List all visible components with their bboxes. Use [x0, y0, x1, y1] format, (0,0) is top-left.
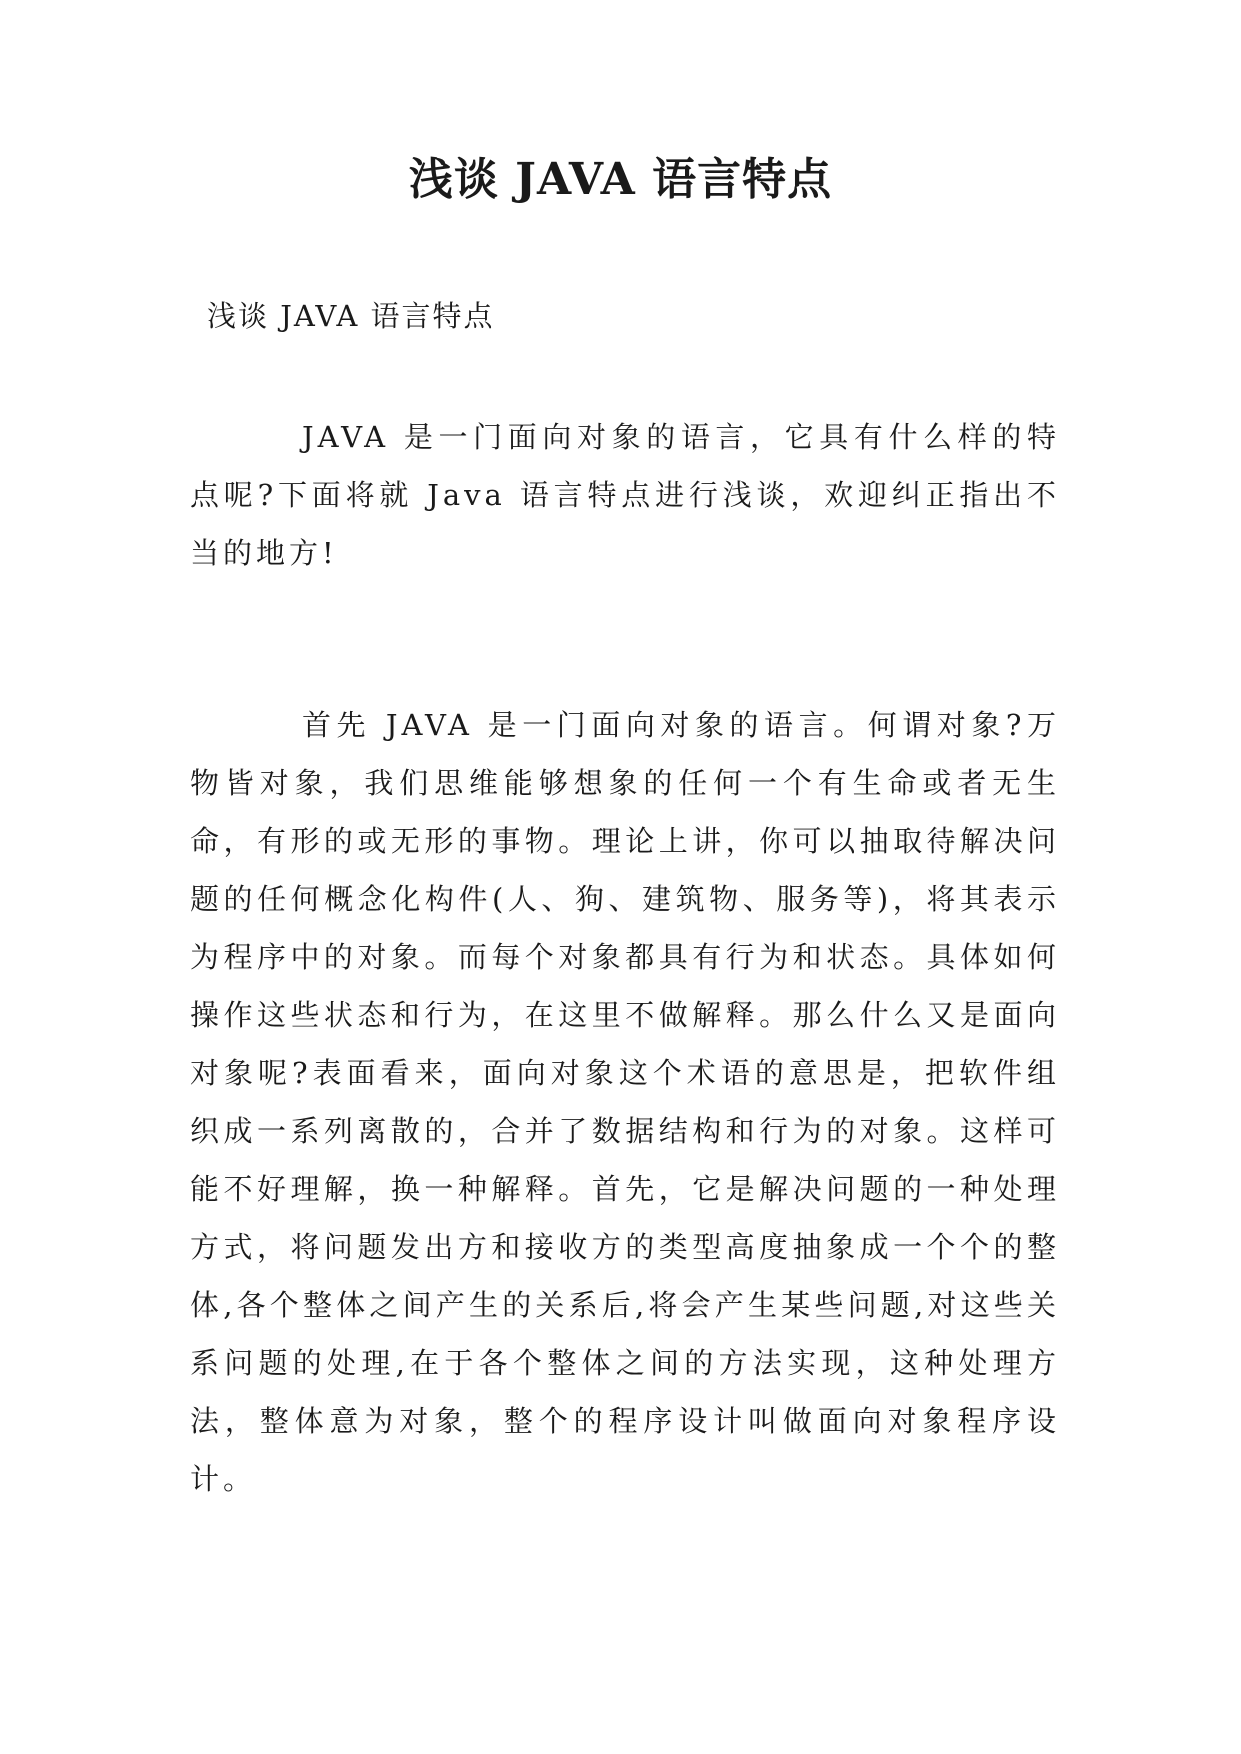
document-subtitle: 浅谈 JAVA 语言特点	[207, 299, 495, 333]
document-title: 浅谈 JAVA 语言特点	[408, 154, 833, 205]
paragraph-object-oriented: 首先 JAVA 是一门面向对象的语言。何谓对象?万物皆对象，我们思维能够想象的任何一个有生命或者无生命，有形的或无形的事物。理论上讲，你可以抽取待解决问题的任何概念化构件(人、狗、建筑物、服务等)，将其表示为程序中的对象。而每个对象都具有行为和状态。具体如何操作这些状态和行为，在这里不做解释。那么什么又是面向对象呢?表面看来，面向对象这个术语的意思是，把软件组织成一系列离散的，合并了数据结构和行为的对象。这样可能不好理解，换一种解释。首先，它是解决问题的一种处理方式，将问题发出方和接收方的类型高度抽象成一个个的整体,各个整体之间产生的关系后,将会产生某些问题,对这些关系问题的处理,在于各个整体之间的方法实现，这种处理方法，整体意为对象，整个的程序设计叫做面向对象程序设计。	[190, 708, 1060, 1496]
paragraph-intro: JAVA 是一门面向对象的语言，它具有什么样的特点呢?下面将就 Java 语言特点进行浅谈，欢迎纠正指出不当的地方!	[190, 420, 1060, 570]
